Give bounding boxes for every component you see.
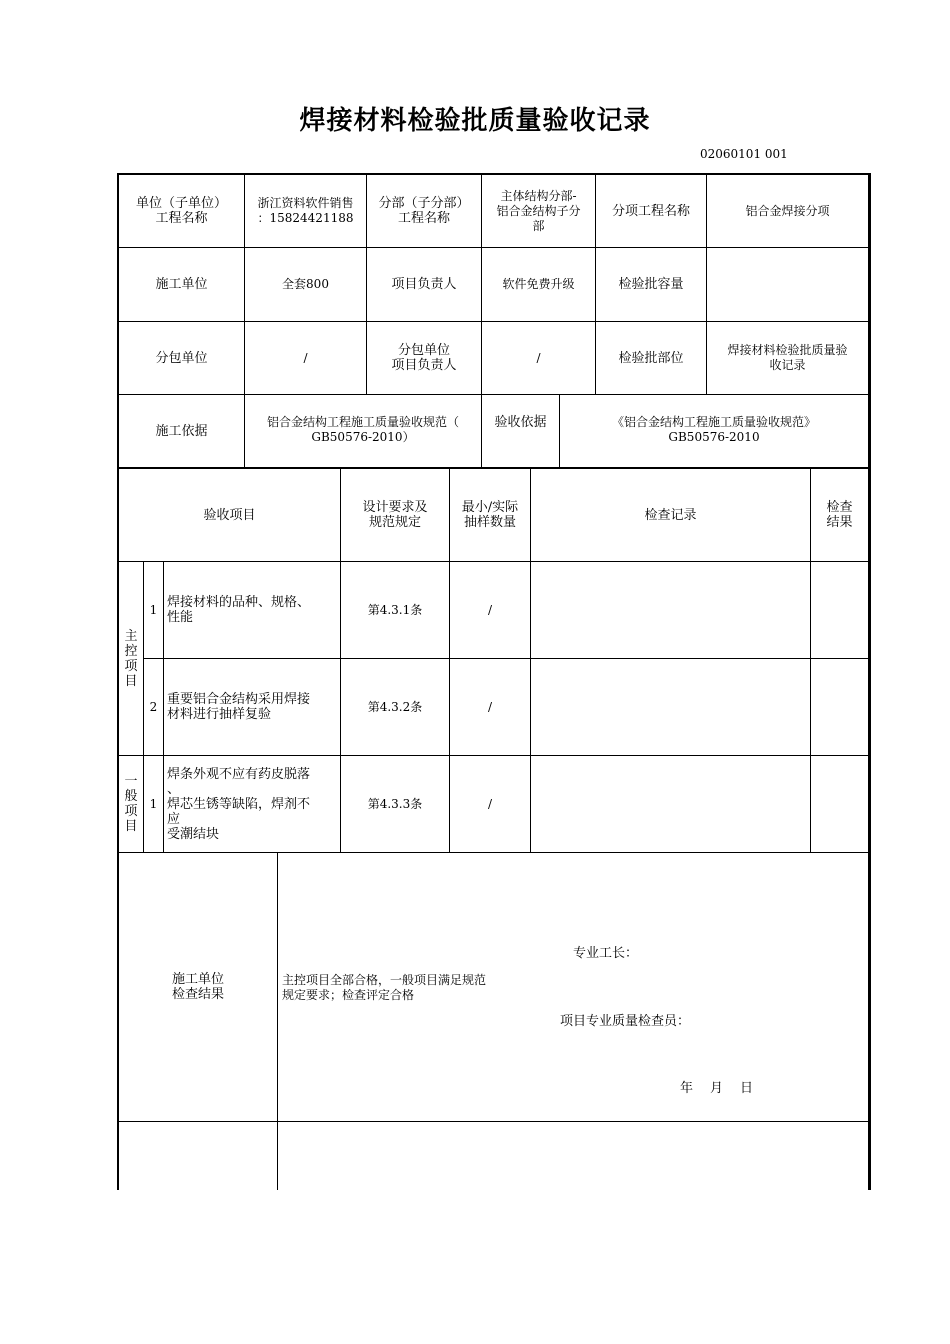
row-desc: 重要铝合金结构采用焊接 材料进行抽样复验 (167, 692, 311, 722)
form-code: 02060101 001 (700, 147, 788, 161)
main-control-label: 主控项目 (124, 628, 138, 689)
inspection-conclusion: 主控项目全部合格，一般项目满足规范 规定要求；检查评定合格 (282, 973, 487, 1002)
inspection-label: 施工单位 检查结果 (171, 972, 224, 1002)
row-result[interactable] (811, 659, 868, 755)
sub-manager-label: 分包单位 项目负责人 (391, 343, 457, 373)
subcontractor-label: 分包单位 (155, 350, 208, 366)
row-clause: 第4.3.3条 (367, 796, 423, 811)
row-sample: / (487, 796, 493, 811)
general-label: 一般项目 (124, 774, 138, 834)
project-manager-value: 软件免费升级 (502, 277, 575, 291)
next-section-label (119, 1122, 277, 1190)
foreman-label: 专业工长： (573, 946, 639, 961)
contractor-value: 全套800 (282, 277, 329, 291)
acceptance-basis-value: 《铝合金结构工程施工质量验收规范》 GB50576-2010 (611, 415, 816, 444)
unit-label: 单位（子单位） 工程名称 (135, 196, 227, 226)
row-clause: 第4.3.2条 (367, 699, 423, 714)
inspector-label: 项目专业质量检查员： (560, 1014, 691, 1029)
construction-basis-label: 施工依据 (155, 423, 208, 439)
row-no: 1 (149, 796, 158, 811)
sub-manager-value: / (536, 350, 541, 365)
row-no: 2 (149, 699, 158, 714)
col-record: 检查记录 (644, 507, 697, 523)
row-sample: / (487, 699, 493, 714)
col-sample: 最小/实际 抽样数量 (461, 500, 519, 530)
next-section-content[interactable] (278, 1122, 868, 1190)
row-record[interactable] (531, 562, 810, 658)
project-manager-label: 项目负责人 (391, 277, 457, 292)
batch-location-value: 焊接材料检验批质量验 收记录 (727, 343, 848, 372)
division-label: 分部（子分部） 工程名称 (378, 196, 470, 226)
row-result[interactable] (811, 756, 868, 852)
construction-basis-value: 铝合金结构工程施工质量验收规范（ GB50576-2010） (266, 415, 459, 444)
subitem-label: 分项工程名称 (611, 203, 690, 219)
batch-capacity-label: 检验批容量 (618, 277, 684, 292)
row-sample: / (487, 602, 493, 617)
row-desc: 焊条外观不应有药皮脱落 、 焊芯生锈等缺陷，焊剂不 应 受潮结块 (167, 766, 311, 842)
acceptance-basis-label: 验收依据 (494, 415, 547, 430)
col-item: 验收项目 (203, 507, 256, 523)
row-no: 1 (149, 602, 158, 617)
contractor-label: 施工单位 (155, 277, 208, 292)
unit-value: 浙江资料软件销售 ：15824421188 (257, 196, 354, 225)
subcontractor-value: / (303, 350, 308, 365)
col-design-req: 设计要求及 规范规定 (362, 500, 428, 530)
batch-capacity-value[interactable] (707, 248, 868, 321)
row-record[interactable] (531, 756, 810, 852)
page-title: 焊接材料检验批质量验收记录 (299, 106, 651, 136)
row-clause: 第4.3.1条 (367, 602, 423, 617)
date-label: 年 月 日 (680, 1081, 756, 1096)
col-result: 检查 结果 (826, 500, 853, 530)
row-result[interactable] (811, 562, 868, 658)
division-value: 主体结构分部- 铝合金结构子分 部 (496, 188, 581, 233)
subitem-value: 铝合金焊接分项 (745, 203, 830, 218)
row-desc: 焊接材料的品种、规格、 性能 (167, 595, 311, 625)
batch-location-label: 检验批部位 (618, 350, 684, 366)
row-record[interactable] (531, 659, 810, 755)
